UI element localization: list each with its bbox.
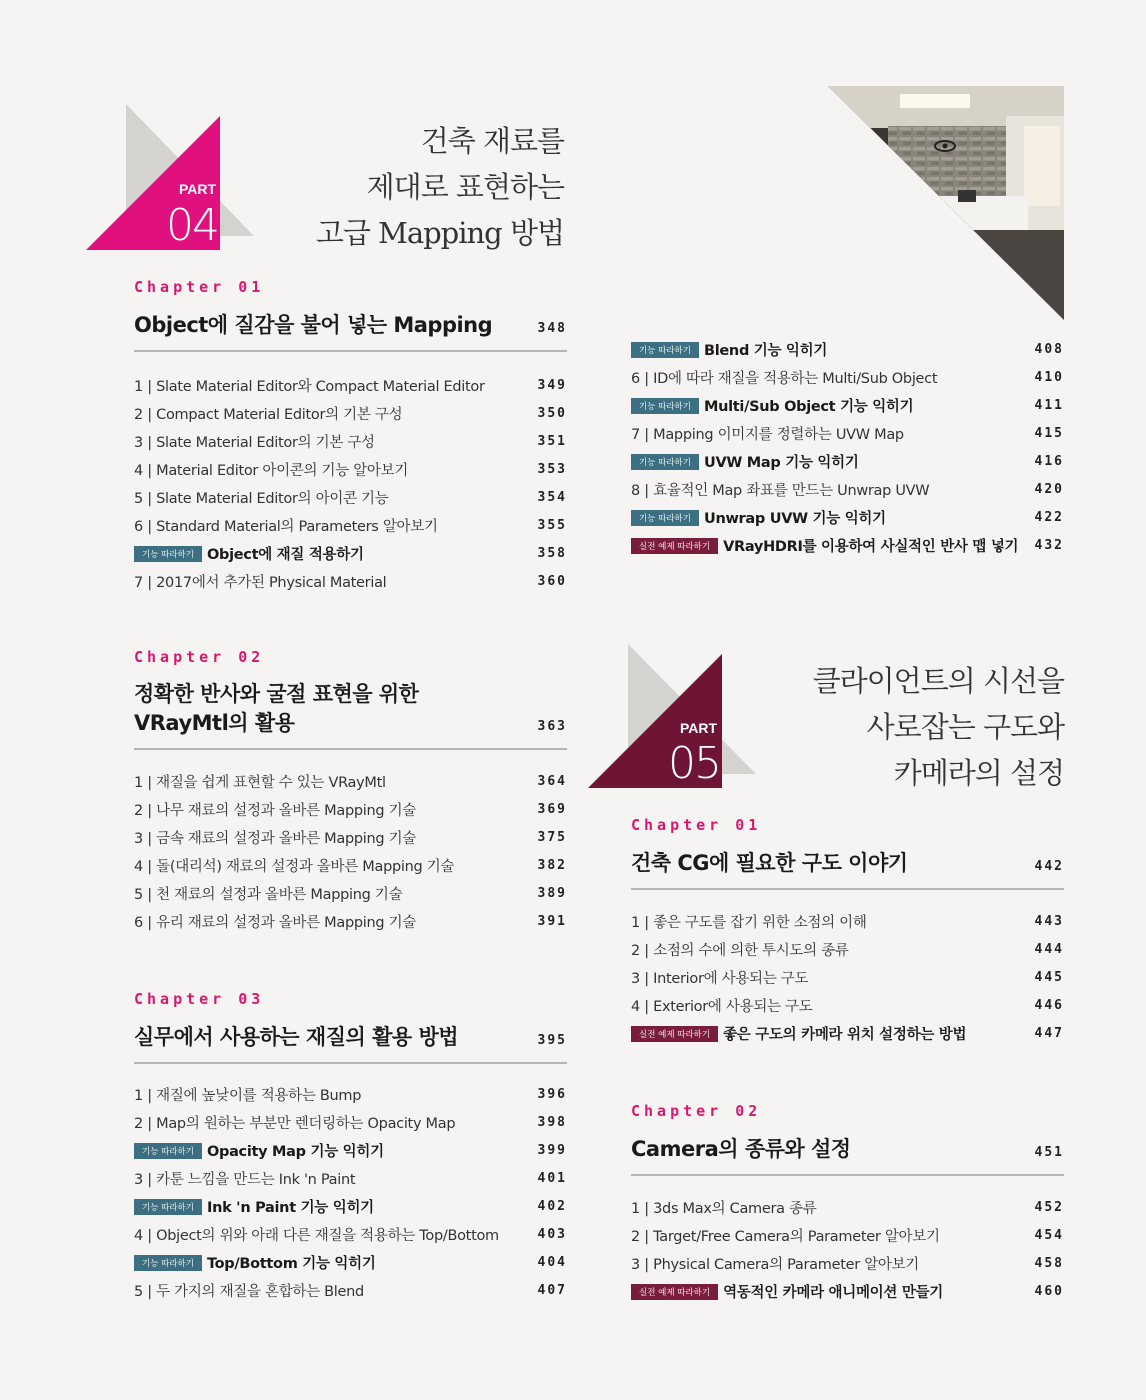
part04-title-line: 제대로 표현하는	[366, 170, 564, 204]
toc-list	[631, 1193, 1064, 1305]
toc-item[interactable]: 7 | Mapping 이미지를 정렬하는 UVW Map 415	[631, 425, 1064, 443]
toc-item-practice[interactable]: 기능 따라하기 UVW Map 기능 익히기 416	[631, 447, 1064, 475]
chapter-title: 건축 CG에 필요한 구도 이야기	[631, 851, 908, 875]
part05-label: PART	[680, 720, 718, 736]
toc-item[interactable]: 3 | 카툰 느낌을 만드는 Ink 'n Paint 401	[134, 1170, 567, 1188]
chapter-divider	[631, 888, 1064, 890]
practice-tag: 기능 따라하기	[631, 510, 699, 526]
toc-item[interactable]: 2 | 나무 재료의 설정과 올바른 Mapping 기술 369	[134, 801, 567, 819]
chapter-title: Object에 질감을 불어 넣는 Mapping	[134, 313, 493, 337]
part04-chapter03	[134, 990, 567, 1304]
toc-item[interactable]: 1 | Slate Material Editor와 Compact Material Editor 349	[134, 377, 567, 395]
chapter-title: Camera의 종류와 설정	[631, 1137, 851, 1161]
part05-title-line: 클라이언트의 시선을	[812, 664, 1064, 698]
example-tag: 실전 예제 따라하기	[631, 1284, 718, 1300]
toc-item[interactable]: 3 | 금속 재료의 설정과 올바른 Mapping 기술 375	[134, 829, 567, 847]
toc-item[interactable]: 7 | 2017에서 추가된 Physical Material 360	[134, 573, 567, 591]
chapter-divider	[631, 1174, 1064, 1176]
practice-tag: 기능 따라하기	[134, 1255, 202, 1271]
chapter-page: 395	[537, 1033, 567, 1048]
chapter-label: Chapter 02	[631, 1102, 762, 1120]
toc-item-example[interactable]: 실전 예제 따라하기 역동적인 카메라 애니메이션 만들기 460	[631, 1277, 1064, 1305]
interior-photo	[828, 86, 1066, 320]
toc-list	[631, 907, 1064, 1047]
toc-item[interactable]: 8 | 효율적인 Map 좌표를 만드는 Unwrap UVW 420	[631, 481, 1064, 499]
practice-tag: 기능 따라하기	[631, 398, 699, 414]
part05-chapter02	[631, 1102, 1064, 1305]
part05-title-line: 사로잡는 구도와	[866, 710, 1064, 744]
toc-item-practice[interactable]: 기능 따라하기 Opacity Map 기능 익히기 399	[134, 1136, 567, 1164]
toc-item[interactable]: 5 | 천 재료의 설정과 올바른 Mapping 기술 389	[134, 885, 567, 903]
chapter-page: 363	[537, 719, 567, 734]
toc-item[interactable]: 3 | Slate Material Editor의 기본 구성 351	[134, 433, 567, 451]
toc-item[interactable]: 1 | 좋은 구도를 잡기 위한 소점의 이해 443	[631, 913, 1064, 931]
part05-title	[770, 658, 1064, 796]
practice-tag: 기능 따라하기	[631, 454, 699, 470]
toc-item[interactable]: 2 | Target/Free Camera의 Parameter 알아보기 454	[631, 1227, 1064, 1245]
toc-item[interactable]: 2 | Map의 원하는 부분만 렌더링하는 Opacity Map 398	[134, 1114, 567, 1132]
chapter-divider	[134, 1062, 567, 1064]
chapter-label: Chapter 02	[134, 648, 265, 666]
toc-list	[134, 767, 567, 935]
part04-chapter02	[134, 648, 567, 935]
toc-item[interactable]: 4 | Material Editor 아이콘의 기능 알아보기 353	[134, 461, 567, 479]
chapter-label: Chapter 03	[134, 990, 265, 1008]
chapter-divider	[134, 350, 567, 352]
part05-emblem	[588, 644, 760, 792]
toc-item-practice[interactable]: 기능 따라하기 Unwrap UVW 기능 익히기 422	[631, 503, 1064, 531]
toc-item[interactable]: 1 | 재질을 쉽게 표현할 수 있는 VRayMtl 364	[134, 773, 567, 791]
toc-item[interactable]: 6 | 유리 재료의 설정과 올바른 Mapping 기술 391	[134, 913, 567, 931]
part04-emblem	[86, 104, 258, 252]
toc-item[interactable]: 2 | 소점의 수에 의한 투시도의 종류 444	[631, 941, 1064, 959]
part05-chapter01	[631, 816, 1064, 1047]
practice-tag: 기능 따라하기	[134, 1143, 202, 1159]
part05-title-line: 카메라의 설정	[893, 756, 1064, 790]
chapter-title: 정확한 반사와 굴절 표현을 위한 VRayMtl의 활용	[134, 682, 419, 735]
part05-number: 05	[668, 738, 720, 789]
toc-item-practice[interactable]: 기능 따라하기 Multi/Sub Object 기능 익히기 411	[631, 391, 1064, 419]
chapter-title: 실무에서 사용하는 재질의 활용 방법	[134, 1025, 459, 1049]
part04-chapter01	[134, 278, 567, 595]
practice-tag: 기능 따라하기	[134, 546, 202, 562]
toc-item[interactable]: 4 | Exterior에 사용되는 구도 446	[631, 997, 1064, 1015]
chapter-page: 348	[537, 321, 567, 336]
toc-item[interactable]: 2 | Compact Material Editor의 기본 구성 350	[134, 405, 567, 423]
part04-title-line: 고급 Mapping 방법	[315, 216, 564, 250]
toc-item[interactable]: 4 | Object의 위와 아래 다른 재질을 적용하는 Top/Bottom 403	[134, 1226, 567, 1244]
part04-title	[270, 118, 564, 256]
part04-number: 04	[166, 200, 218, 251]
toc-item[interactable]: 3 | Interior에 사용되는 구도 445	[631, 969, 1064, 987]
practice-tag: 기능 따라하기	[134, 1199, 202, 1215]
interior-photo-image	[828, 86, 1066, 320]
example-tag: 실전 예제 따라하기	[631, 538, 718, 554]
toc-item[interactable]: 5 | 두 가지의 재질을 혼합하는 Blend 407	[134, 1282, 567, 1300]
toc-item-example[interactable]: 실전 예제 따라하기 좋은 구도의 카메라 위치 설정하는 방법 447	[631, 1019, 1064, 1047]
chapter-label: Chapter 01	[631, 816, 762, 834]
toc-item[interactable]: 4 | 돌(대리석) 재료의 설정과 올바른 Mapping 기술 382	[134, 857, 567, 875]
toc-item[interactable]: 5 | Slate Material Editor의 아이콘 기능 354	[134, 489, 567, 507]
toc-item-practice[interactable]: 기능 따라하기 Blend 기능 익히기 408	[631, 335, 1064, 363]
part04-title-line: 건축 재료를	[420, 124, 564, 158]
toc-item-practice[interactable]: 기능 따라하기 Ink 'n Paint 기능 익히기 402	[134, 1192, 567, 1220]
chapter-page: 451	[1034, 1145, 1064, 1160]
toc-item[interactable]: 1 | 3ds Max의 Camera 종류 452	[631, 1199, 1064, 1217]
toc-item[interactable]: 6 | ID에 따라 재질을 적용하는 Multi/Sub Object 410	[631, 369, 1064, 387]
part04-label: PART	[179, 181, 217, 197]
toc-list	[134, 1080, 567, 1304]
toc-item[interactable]: 1 | 재질에 높낮이를 적용하는 Bump 396	[134, 1086, 567, 1104]
chapter-page: 442	[1034, 859, 1064, 874]
toc-list	[134, 371, 567, 595]
toc-item[interactable]: 3 | Physical Camera의 Parameter 알아보기 458	[631, 1255, 1064, 1273]
toc-item-practice[interactable]: 기능 따라하기 Object에 재질 적용하기 358	[134, 539, 567, 567]
toc-item[interactable]: 6 | Standard Material의 Parameters 알아보기 355	[134, 517, 567, 535]
example-tag: 실전 예제 따라하기	[631, 1026, 718, 1042]
part04-continued-list	[631, 335, 1064, 559]
toc-item-example[interactable]: 실전 예제 따라하기 VRayHDRI를 이용하여 사실적인 반사 맵 넣기 432	[631, 531, 1064, 559]
toc-item-practice[interactable]: 기능 따라하기 Top/Bottom 기능 익히기 404	[134, 1248, 567, 1276]
chapter-divider	[134, 748, 567, 750]
chapter-label: Chapter 01	[134, 278, 265, 296]
practice-tag: 기능 따라하기	[631, 342, 699, 358]
